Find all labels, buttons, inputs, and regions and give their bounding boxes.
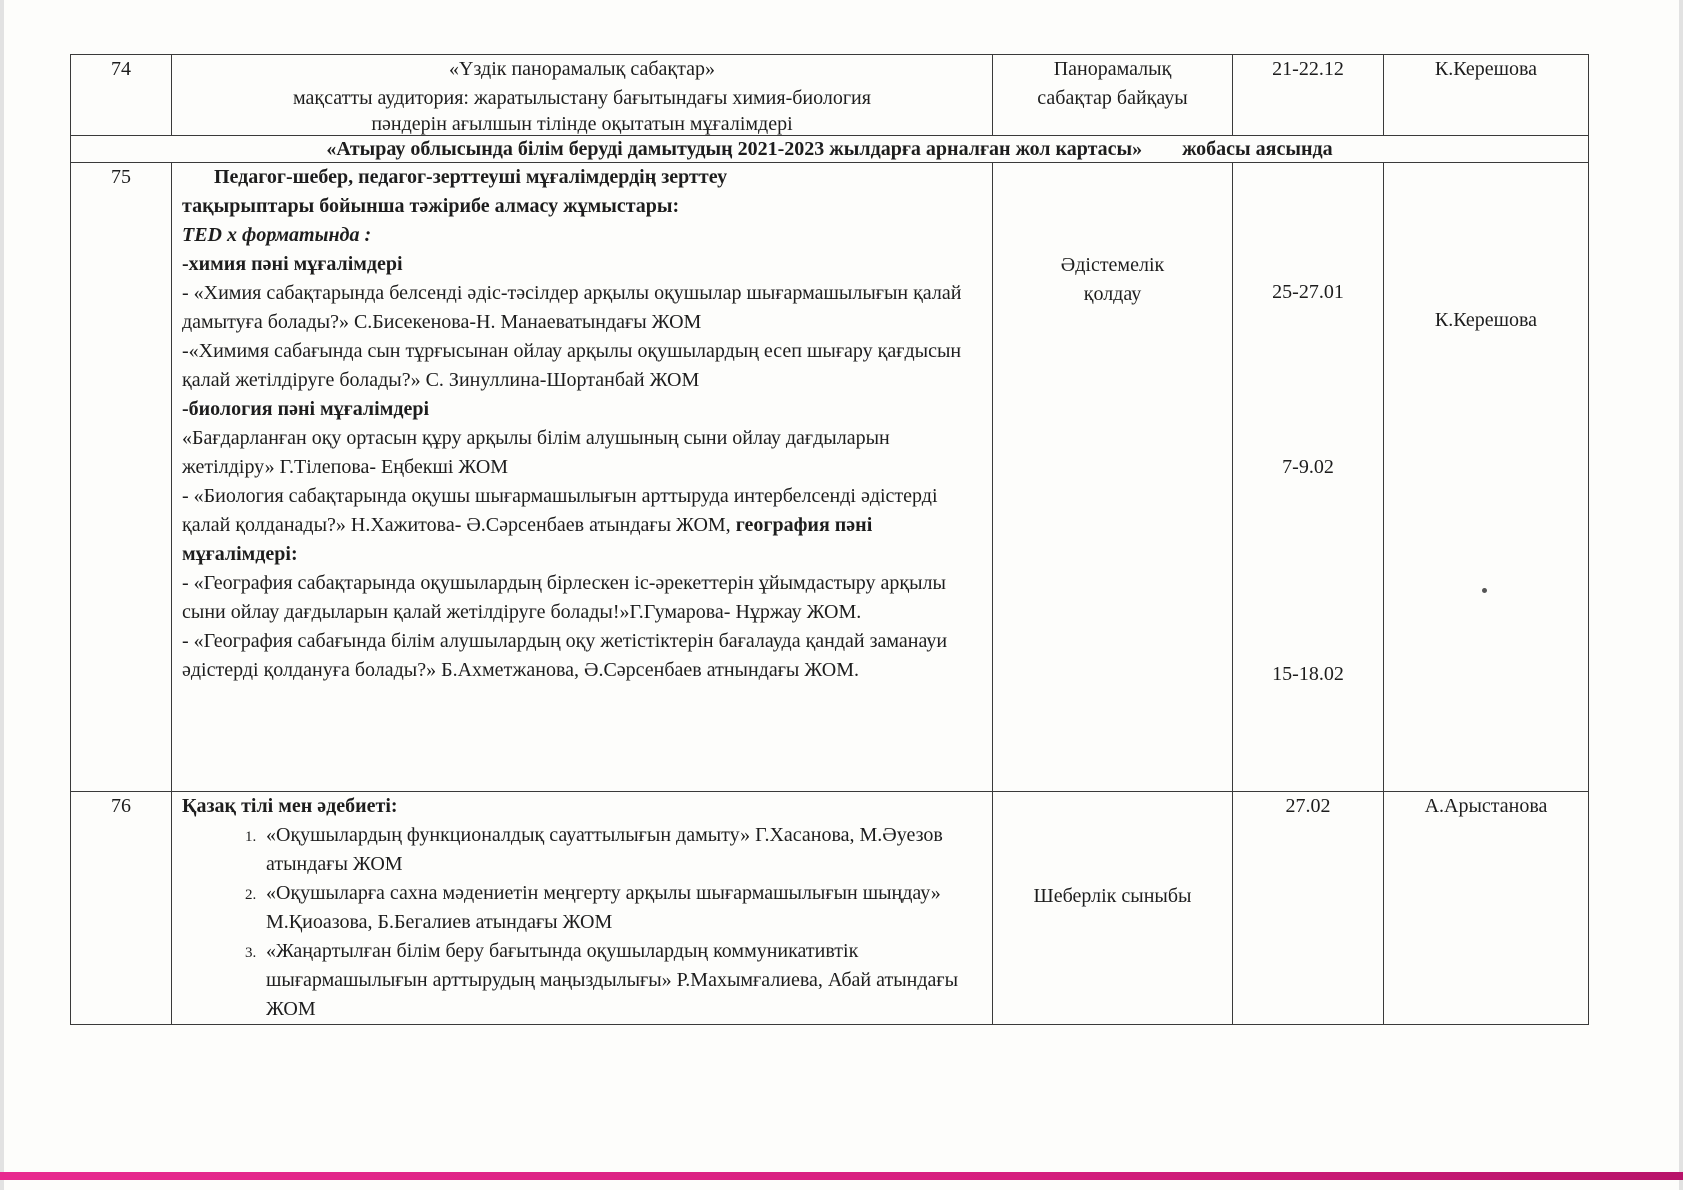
event-date: 25-27.01	[1272, 281, 1344, 303]
plan-table	[70, 54, 1589, 1025]
section-header-row	[71, 136, 1589, 163]
section-title: «Атырау облысында білім беруді дамытудың 2021-2023 жылдарға арналған жол картасы»	[326, 138, 1143, 160]
table-row	[71, 163, 1589, 792]
event-date: 7-9.02	[1282, 456, 1334, 478]
event-responsible: К.Керешова	[1384, 55, 1589, 136]
list-item: 2. «Оқушыларға сахна мәдениетін меңгерту арқылы шығармашылығын шыңдау» М.Қиоазова, Б.Бегалиев атындағы ЖОМ	[260, 879, 986, 937]
event-line: пәндерін ағылшын тілінде оқытатын мұғалімдері	[371, 113, 793, 135]
section-header	[71, 136, 1589, 163]
event-title-line: тақырыптары бойынша тәжірибе алмасу жұмыстары:	[182, 195, 680, 217]
event-description	[172, 163, 993, 792]
event-description	[172, 55, 993, 136]
list-item: 1. «Оқушылардың функционалдық сауаттылығын дамыту» Г.Хасанова, М.Әуезов атындағы ЖОМ	[260, 821, 986, 879]
subject-heading-biology: -биология пәні мұғалімдері	[182, 398, 430, 420]
form-line: Әдістемелік	[1060, 254, 1165, 276]
row-number: 76	[71, 792, 172, 1025]
form-line: сабақтар байқауы	[1037, 87, 1188, 109]
subject-heading-chemistry: -химия пәні мұғалімдері	[182, 253, 403, 275]
event-description	[172, 792, 993, 1025]
event-date: 21-22.12	[1233, 55, 1384, 136]
event-dates	[1233, 163, 1384, 792]
form-line: Панорамалық	[1053, 58, 1172, 80]
table-row	[71, 792, 1589, 1025]
list-item: - «География сабақтарында оқушылардың бірлескен іс-әрекеттерін ұйымдастыру арқылы сыни ойлау дағдыларын қалай жетілдіруге болады!»Г.Гумарова- Нұржау ЖОМ.	[182, 572, 946, 623]
numbered-list	[182, 821, 986, 1024]
list-item: - «География сабағында білім алушылардың оқу жетістіктерін бағалауда қандай заманауи әдістерді қолдануға болады?» Б.Ахметжанова, Ә.Сәрсенбаев атнындағы ЖОМ.	[182, 630, 948, 681]
form-line: Шеберлік сыныбы	[1033, 885, 1192, 907]
list-item	[182, 482, 986, 569]
scan-speck	[1482, 588, 1487, 593]
event-date: 27.02	[1233, 792, 1384, 1025]
section-title-tail: жобасы аясында	[1182, 138, 1333, 160]
row-number: 75	[71, 163, 172, 792]
bottom-pink-stripe	[0, 1172, 1683, 1180]
event-title-line: Педагог-шебер, педагог-зерттеуші мұғалімдердің зерттеу	[214, 166, 728, 188]
event-responsible: А.Арыстанова	[1384, 792, 1589, 1025]
event-form	[993, 792, 1233, 1025]
event-title: Қазақ тілі мен әдебиеті:	[182, 795, 398, 817]
table-row	[71, 55, 1589, 136]
list-item: -«Химимя сабағында сын тұрғысынан ойлау арқылы оқушылардың есеп шығару қағдысын қалай жетілдіруге болады?» С. Зинуллина-Шортанбай ЖОМ	[182, 340, 962, 391]
list-item: - «Химия сабақтарында белсенді әдіс-тәсілдер арқылы оқушылар шығармашылығын қалай дамытуға болады?» С.Бисекенова-Н. Манаеватындағы ЖОМ	[182, 282, 962, 333]
form-line: қолдау	[1083, 283, 1142, 305]
event-form	[993, 55, 1233, 136]
event-form	[993, 163, 1233, 792]
row-number: 74	[71, 55, 172, 136]
page-edge-left	[0, 0, 4, 1190]
event-date: 15-18.02	[1272, 663, 1344, 685]
event-format: TED x форматында :	[182, 224, 372, 246]
list-item-text: - «Биология сабақтарында оқушы шығармашылығын арттыруда интербелсенді әдістерді қалай қолданады?» Н.Хажитова- Ә.Сәрсенбаев атындағы ЖОМ,	[182, 485, 938, 536]
event-line: мақсатты аудитория: жаратылыстану бағытындағы химия-биология	[293, 87, 871, 109]
page-edge-right	[1679, 0, 1683, 1190]
responsible-name: К.Керешова	[1434, 309, 1538, 331]
event-responsible	[1384, 163, 1589, 792]
list-item: 3. «Жаңартылған білім беру бағытында оқушылардың коммуникативтік шығармашылығын арттырудың маңыздылығы» Р.Махымғалиева, Абай атындағы ЖОМ	[260, 937, 986, 1024]
subject-heading-geography: география пәні мұғалімдері:	[182, 514, 873, 565]
event-line: «Үздік панорамалық сабақтар»	[449, 58, 715, 80]
list-item: «Бағдарланған оқу ортасын құру арқылы білім алушының сыни ойлау дағдыларын жетілдіру» Г.Тілепова- Еңбекші ЖОМ	[182, 427, 890, 478]
